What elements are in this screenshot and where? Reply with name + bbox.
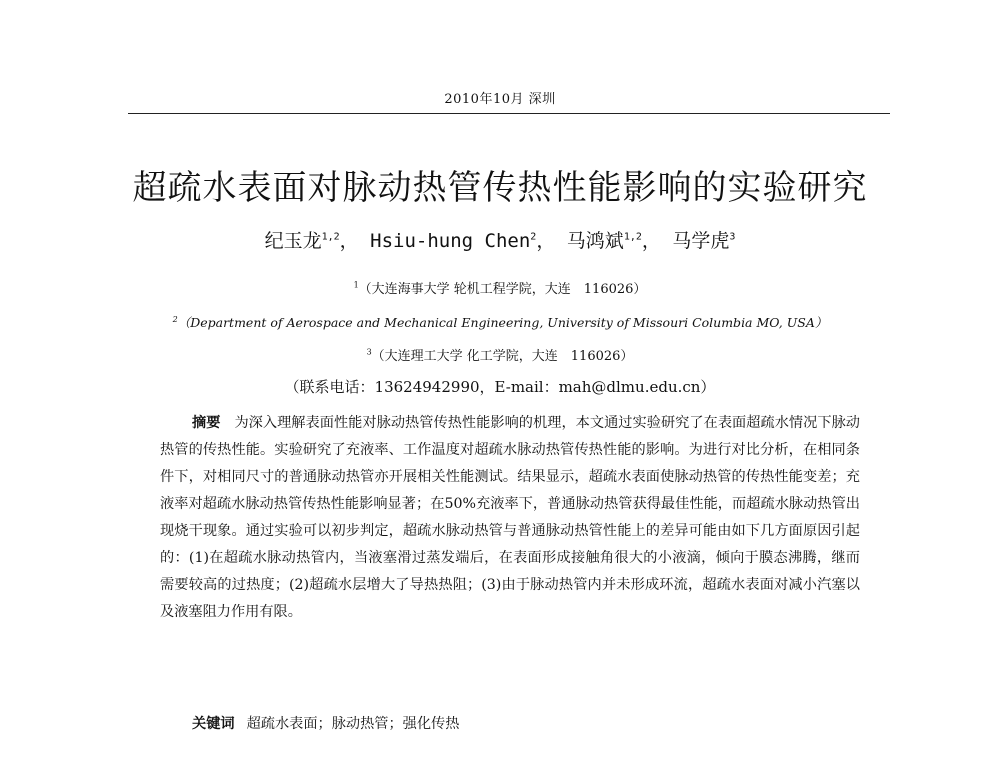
affiliation-mark: 3	[366, 347, 372, 357]
affiliation-mark: 1	[353, 280, 359, 290]
abstract	[160, 410, 860, 626]
contact-info: （联系电话：13624942990，E-mail：mah@dlmu.edu.cn）	[284, 378, 716, 396]
paper-title: 超疏水表面对脉动热管传热性能影响的实验研究	[132, 168, 868, 208]
author-separator: ，	[339, 230, 359, 252]
author-separator: ，	[641, 230, 661, 252]
author-name: 马鸿斌	[566, 230, 624, 252]
keywords-label: 关键词	[192, 716, 235, 732]
author-affiliation-mark: 3	[729, 231, 736, 243]
abstract-text: 为深入理解表面性能对脉动热管传热性能影响的机理，本文通过实验研究了在表面超疏水情况下脉动热管的传热性能。实验研究了充液率、工作温度对超疏水脉动热管传热性能的影响。为进行对比分析，在相同条件下，对相同尺寸的普通脉动热管亦开展相关性能测试。结果显示，超疏水表面使脉动热管的传热性能变差；充液率对超疏水脉动热管传热性能影响显著；在50%充液率下，普通脉动热管获得最佳性能，而超疏水脉动热管出现烧干现象。通过实验可以初步判定，超疏水脉动热管与普通脉动热管性能上的差异可能由如下几方面原因引起的：(1)在超疏水脉动热管内，当液塞滑过蒸发端后，在表面形成接触角很大的小液滴，倾向于膜态沸腾，继而需要较高的过热度；(2)超疏水层增大了导热热阻；(3)由于脉动热管内并未形成环流，超疏水表面对减小汽塞以及液塞阻力作用有限。	[160, 415, 860, 620]
affiliation	[0, 345, 1000, 364]
author-affiliation-mark: 1,2	[623, 231, 642, 243]
author-name: 马学虎	[672, 230, 730, 252]
author-name: Hsiu-hung Chen	[370, 230, 531, 252]
author-affiliation-mark: 2	[530, 231, 537, 243]
keywords-text: 超疏水表面；脉动热管；强化传热	[246, 716, 460, 732]
affiliation-text: （Department of Aerospace and Mechanical Engineering, University of Missouri Columbia MO, USA）	[177, 315, 828, 330]
author-separator: ，	[536, 230, 556, 252]
affiliation-text: （大连理工大学 化工学院，大连 116026）	[371, 349, 634, 364]
abstract-label: 摘要	[192, 415, 221, 431]
affiliation	[0, 313, 1000, 331]
author-list	[0, 226, 1000, 253]
author-affiliation-mark: 1,2	[321, 231, 340, 243]
affiliation-text: （大连海事大学 轮机工程学院，大连 116026）	[358, 282, 647, 297]
keywords	[192, 713, 872, 733]
affiliation	[0, 278, 1000, 297]
running-header: 2010年10月 深圳	[444, 92, 556, 107]
author-name: 纪玉龙	[264, 230, 322, 252]
header-rule	[128, 113, 890, 114]
affiliation-mark: 2	[172, 314, 178, 324]
